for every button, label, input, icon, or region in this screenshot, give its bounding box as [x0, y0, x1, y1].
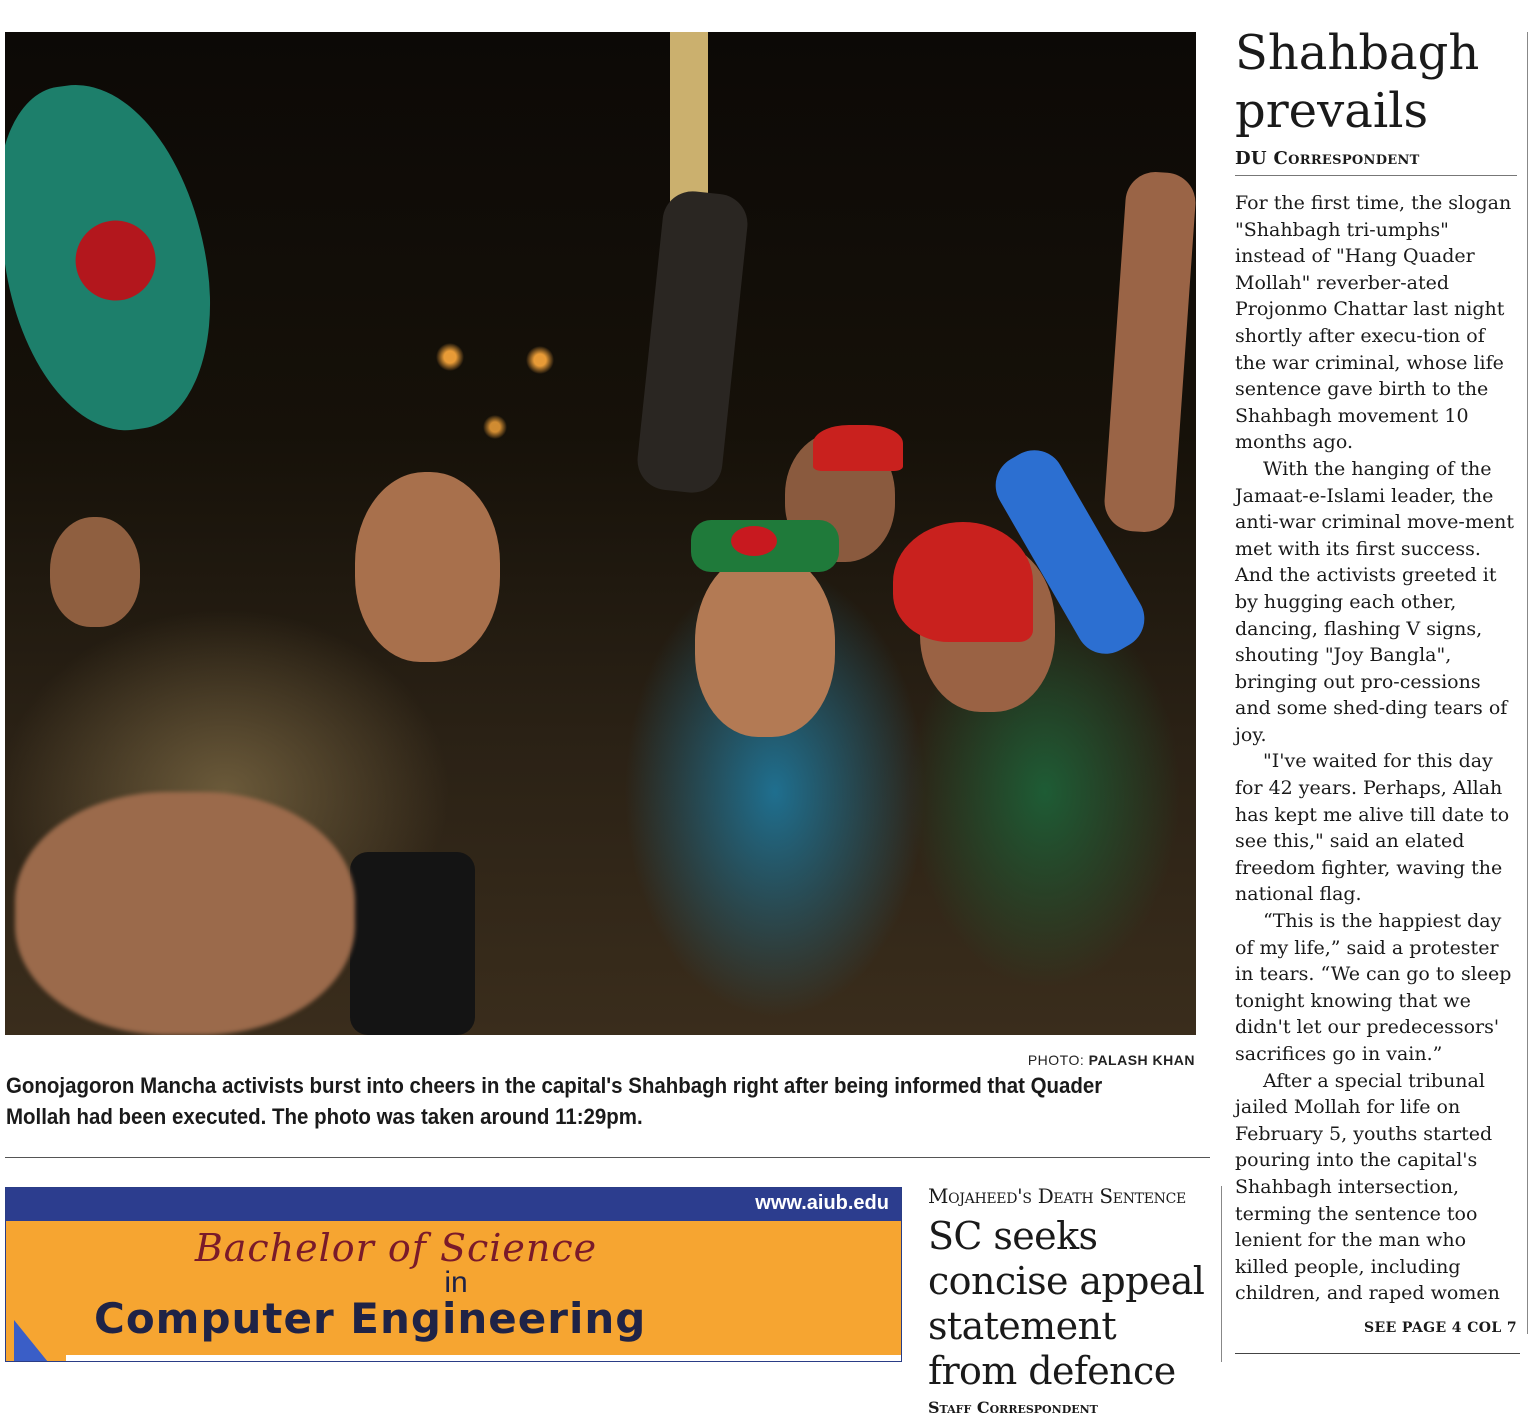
headline-line-1: Shahbagh	[1235, 25, 1480, 81]
column-rule	[1527, 32, 1528, 1334]
photo-caption: Gonojagoron Mancha activists burst into cheers in the capital's Shahbagh right after being informed that Quader Mollah had been executed. The photo was taken around 11:29pm.	[6, 1073, 1103, 1129]
headline-line-2: prevails	[1235, 83, 1429, 139]
second-kicker: Mojaheed's Death Sentence	[928, 1184, 1186, 1208]
flag-headband	[691, 520, 839, 572]
body-paragraph: For the first time, the slogan "Shahbagh tri-umphs" instead of "Hang Quader Mollah" reverber-ated Projonmo Chattar last night shortly after execu-tion of the war criminal, whose life sentence gave birth to the Shahbagh movement 10 months ago.	[1235, 192, 1512, 454]
handbag	[350, 852, 475, 1035]
photo-credit-prefix: PHOTO:	[1027, 1052, 1085, 1068]
raised-arm	[1103, 170, 1196, 534]
second-story	[928, 1184, 1213, 1417]
news-photo	[5, 32, 1196, 1035]
second-byline: Staff Correspondent	[928, 1398, 1098, 1417]
lead-headline[interactable]	[1235, 24, 1517, 140]
photo-credit-name: PALASH KHAN	[1088, 1052, 1195, 1068]
body-paragraph: With the hanging of the Jamaat-e-Islami leader, the anti-war criminal move-ment met with its first success. And the activists greeted it by hugging each other, dancing, flashing V signs, shouting "Joy Bangla", bringing out pro-cessions and some shed-ding tears of joy.	[1235, 457, 1514, 746]
continued-jump-link[interactable]: SEE PAGE 4 COL 7	[1363, 1320, 1517, 1336]
column-rule	[1235, 1353, 1520, 1354]
lead-story	[1235, 24, 1517, 1307]
photo-credit	[1028, 1052, 1195, 1068]
lead-byline: DU Correspondent	[1235, 148, 1517, 176]
protester-face	[695, 552, 835, 737]
ad-top-bar	[6, 1188, 901, 1221]
blurred-fist	[15, 792, 355, 1035]
body-paragraph: "I've waited for this day for 42 years. Perhaps, Allah has kept me alive till date to see this," said an elated freedom fighter, waving the national flag.	[1235, 750, 1510, 906]
protester-face	[355, 472, 500, 662]
red-cap	[813, 425, 903, 471]
ad-logo-shape	[14, 1320, 48, 1362]
section-divider	[5, 1157, 1210, 1158]
bangladesh-flag	[5, 70, 228, 444]
body-paragraph: “This is the happiest day of my life,” said a protester in tears. “We can go to sleep tonight knowing that we didn't let our predecessors' sacrifices go in vain.”	[1235, 910, 1512, 1065]
protester-face	[50, 517, 140, 627]
red-cap	[893, 522, 1033, 642]
ad-bottom-strip	[66, 1355, 902, 1362]
ad-degree: Bachelor of Science	[194, 1226, 598, 1270]
aiub-advertisement[interactable]	[5, 1187, 902, 1362]
column-rule	[1221, 1186, 1222, 1362]
second-headline[interactable]: SC seeks concise appeal statement from defence	[928, 1214, 1205, 1393]
raised-arm	[635, 188, 751, 495]
ad-program: Computer Engineering	[94, 1294, 647, 1343]
ad-in: in	[444, 1266, 468, 1299]
body-paragraph: After a special tribunal jailed Mollah for life on February 5, youths started pouring into the capital's Shahbagh intersection, terming the sentence too lenient for the man who killed people, including children, and raped women	[1235, 1069, 1500, 1305]
ad-url[interactable]: www.aiub.edu	[755, 1192, 889, 1214]
lead-body	[1235, 190, 1517, 1307]
